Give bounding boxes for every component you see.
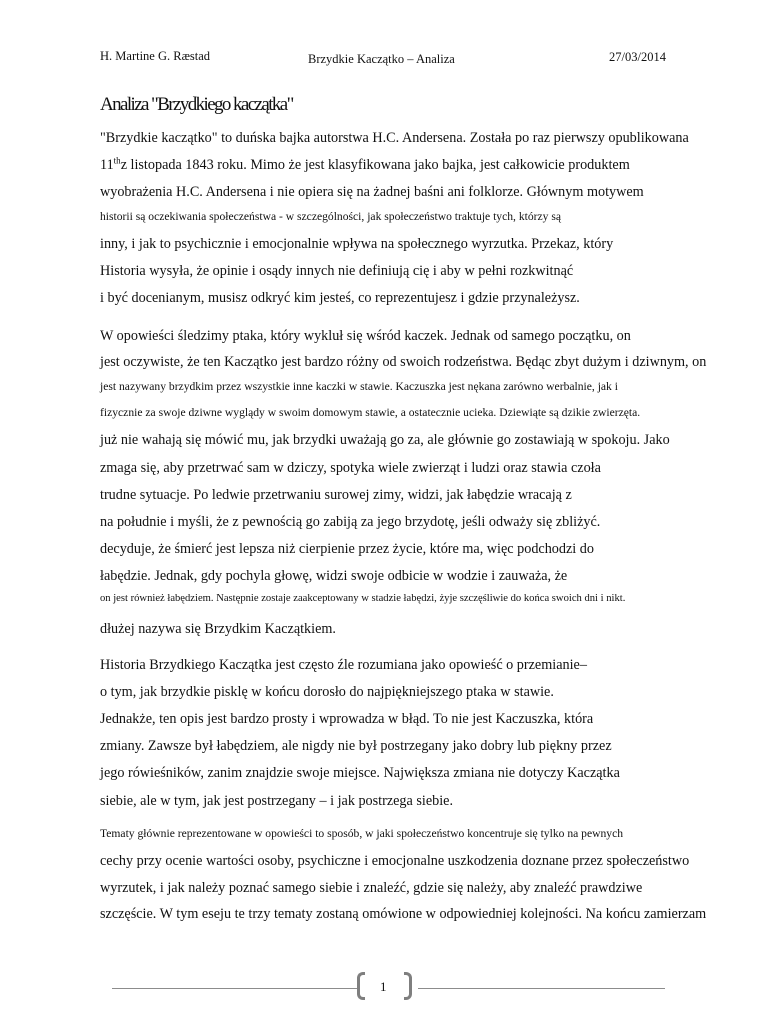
text-fragment: z listopada 1843 roku. Mimo że jest klasyfikowana jako bajka, jest całkowicie produktem: [120, 157, 630, 173]
header-date: 27/03/2014: [609, 50, 666, 64]
text-line: wyrzutek, i jak należy poznać samego siebie i znaleźć, gdzie się należy, aby znaleźć prawdziwe: [100, 880, 643, 896]
text-line: Historia Brzydkiego Kaczątka jest często źle rozumiana jako opowieść o przemianie–: [100, 657, 587, 673]
text-line: [100, 155, 630, 173]
text-line: jest nazywany brzydkim przez wszystkie inne kaczki w stawie. Kaczuszka jest nękana zarówno werbalnie, jak i: [100, 380, 618, 393]
text-line: historii są oczekiwania społeczeństwa - w szczególności, jak społeczeństwo traktuje tych, którzy są: [100, 210, 562, 223]
superscript: th: [113, 155, 121, 166]
page-number: 1: [380, 979, 387, 994]
text-line: już nie wahają się mówić mu, jak brzydki uważają go za, ale głównie go zostawiają w spokoju. Jako: [100, 432, 670, 448]
text-line: decyduje, że śmierć jest lepsza niż cierpienie przez życie, które ma, więc podchodzi do: [100, 541, 594, 557]
text-line: Tematy głównie reprezentowane w opowieści to sposób, w jaki społeczeństwo koncentruje się tylko na pewnych: [100, 827, 624, 840]
text-line: zmaga się, aby przetrwać sam w dziczy, spotyka wiele zwierząt i ludzi oraz stawia czoła: [100, 460, 601, 476]
text-line: "Brzydkie kaczątko" to duńska bajka autorstwa H.C. Andersena. Została po raz pierwszy opublikowana: [100, 130, 689, 146]
header-title: Brzydkie Kaczątko – Analiza: [308, 52, 455, 66]
text-line: wyobrażenia H.C. Andersena i nie opiera się na żadnej baśni ani folklorze. Głównym motywem: [100, 184, 644, 200]
text-line: jest oczywiste, że ten Kaczątko jest bardzo różny od swoich rodzeństwa. Będąc zbyt dużym i dziwnym, on: [100, 354, 707, 370]
left-brace-icon: [357, 972, 365, 1000]
text-fragment: 11: [100, 157, 114, 173]
document-title: Analiza "Brzydkiego kaczątka": [100, 94, 293, 115]
text-line: Jednakże, ten opis jest bardzo prosty i wprowadza w błąd. To nie jest Kaczuszka, która: [100, 711, 594, 727]
text-line: i być docenianym, musisz odkryć kim jesteś, co reprezentujesz i gdzie przynależysz.: [100, 290, 580, 306]
text-line: szczęście. W tym eseju te trzy tematy zostaną omówione w odpowiedniej kolejności. Na końcu zamierzam: [100, 906, 707, 922]
text-line: jego rówieśników, zanim znajdzie swoje miejsce. Największa zmiana nie dotyczy Kaczątka: [100, 765, 620, 781]
text-line: cechy przy ocenie wartości osoby, psychiczne i emocjonalne uszkodzenia doznane przez społeczeństwo: [100, 853, 690, 869]
text-line: W opowieści śledzimy ptaka, który wykluł się wśród kaczek. Jednak od samego początku, on: [100, 328, 631, 344]
text-line: fizycznie za swoje dziwne wyglądy w swoim domowym stawie, a ostatecznie ucieka. Dziewiąte są dzikie zwierzęta.: [100, 406, 641, 419]
text-line: łabędzie. Jednak, gdy pochyla głowę, widzi swoje odbicie w wodzie i zauważa, że: [100, 568, 568, 584]
text-line: dłużej nazywa się Brzydkim Kaczątkiem.: [100, 621, 336, 637]
text-line: Historia wysyła, że opinie i osądy innych nie definiują cię i aby w pełni rozkwitnąć: [100, 263, 574, 279]
text-line: on jest również łabędziem. Następnie zostaje zaakceptowany w stadzie łabędzi, żyje szczęśliwie do końca swoich dni i nikt.: [100, 593, 626, 604]
text-line: zmiany. Zawsze był łabędziem, ale nigdy nie był postrzegany jako dobry lub piękny przez: [100, 738, 612, 754]
text-line: o tym, jak brzydkie pisklę w końcu dorosło do najpiękniejszego ptaka w stawie.: [100, 684, 554, 700]
text-line: na południe i myśli, że z pewnością go zabiją za jego brzydotę, jeśli odważy się zbliżyć.: [100, 514, 601, 530]
text-line: siebie, ale w tym, jak jest postrzegany – i jak postrzega siebie.: [100, 793, 454, 809]
text-line: trudne sytuacje. Po ledwie przetrwaniu surowej zimy, widzi, jak łabędzie wracają z: [100, 487, 572, 503]
right-brace-icon: [404, 972, 412, 1000]
footer-rule-right: [418, 988, 665, 989]
text-line: inny, i jak to psychicznie i emocjonalnie wpływa na społecznego wyrzutka. Przekaz, który: [100, 236, 614, 252]
header-author: H. Martine G. Ræstad: [100, 49, 211, 63]
footer-rule-left: [112, 988, 358, 989]
